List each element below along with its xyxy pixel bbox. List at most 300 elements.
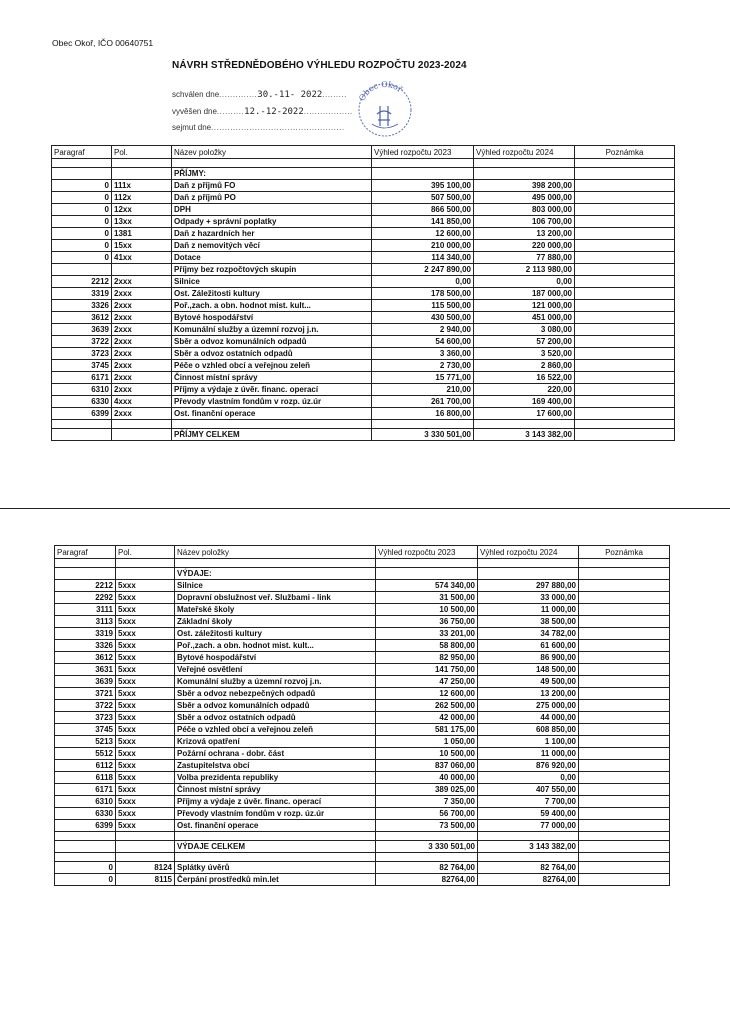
item-name-cell: Komunální služby a územní rozvoj j.n. [175,676,376,688]
note-cell [575,276,675,288]
value-2023-cell: 3 360,00 [372,348,474,360]
paragraf-cell: 3631 [55,664,116,676]
table-row [52,324,675,336]
paragraf-cell: 0 [55,874,116,886]
paragraf-cell: 3745 [52,360,112,372]
income-total-row [52,429,675,441]
note-cell [575,324,675,336]
item-name-cell: Ost. finanční operace [172,408,372,420]
item-name-cell: Mateřské školy [175,604,376,616]
expenses-header-row [55,546,670,559]
value-2023-cell: 2 730,00 [372,360,474,372]
empty-cell [579,832,670,841]
value-2024-cell: 876 920,00 [478,760,579,772]
note-cell [579,604,670,616]
note-cell [575,252,675,264]
table-row [52,168,675,180]
note-cell [579,712,670,724]
pol-cell: 112x [112,192,172,204]
value-2024-cell: 407 550,00 [478,784,579,796]
pol-cell [116,841,175,853]
value-2023-cell: 210,00 [372,384,474,396]
note-cell [579,652,670,664]
paragraf-cell: 3722 [52,336,112,348]
item-name-cell: Ost. Záležitosti kultury [172,288,372,300]
paragraf-cell [55,568,116,580]
item-name-cell: Splátky úvěrů [175,862,376,874]
pol-cell [116,568,175,580]
pol-cell: 2xxx [112,324,172,336]
empty-cell [376,832,478,841]
pol-cell: 5xxx [116,700,175,712]
pol-cell: 2xxx [112,408,172,420]
value-2024-cell: 34 782,00 [478,628,579,640]
value-2024-cell [478,568,579,580]
note-cell [579,580,670,592]
value-2024-cell: 398 200,00 [474,180,575,192]
paragraf-cell: 5512 [55,748,116,760]
value-2023-cell: 42 000,00 [376,712,478,724]
empty-cell [478,559,579,568]
table-row [52,372,675,384]
pol-cell: 5xxx [116,772,175,784]
value-2024-cell: 3 143 382,00 [474,429,575,441]
value-2023-cell: 10 500,00 [376,604,478,616]
value-2023-cell: 114 340,00 [372,252,474,264]
value-2023-cell: 837 060,00 [376,760,478,772]
table-row [55,796,670,808]
spacer-row [55,832,670,841]
table-row [55,748,670,760]
value-2024-cell: 608 850,00 [478,724,579,736]
note-cell [575,372,675,384]
table-row [55,652,670,664]
empty-cell [575,420,675,429]
financing-row [55,874,670,886]
empty-cell [55,832,116,841]
item-name-cell: Poř.,zach. a obn. hodnot mist. kult... [172,300,372,312]
value-2024-cell: 451 000,00 [474,312,575,324]
table-row [55,724,670,736]
value-2024-cell: 275 000,00 [478,700,579,712]
empty-cell [579,559,670,568]
item-name-cell: VÝDAJE: [175,568,376,580]
pol-cell: 5xxx [116,736,175,748]
pol-cell: 2xxx [112,336,172,348]
value-2023-cell: 574 340,00 [376,580,478,592]
value-2024-cell: 86 900,00 [478,652,579,664]
item-name-cell: Příjmy a výdaje z úvěr. financ. operací [172,384,372,396]
table-row [52,312,675,324]
paragraf-cell: 6330 [52,396,112,408]
empty-cell [116,853,175,862]
empty-cell [112,159,172,168]
paragraf-cell: 6399 [52,408,112,420]
item-name-cell: Sběr a odvoz nebezpečných odpadů [175,688,376,700]
value-2024-cell: 7 700,00 [478,796,579,808]
value-2023-cell: 58 800,00 [376,640,478,652]
paragraf-cell: 3319 [55,628,116,640]
table-row [55,640,670,652]
note-cell [579,640,670,652]
paragraf-cell: 3612 [55,652,116,664]
empty-cell [376,853,478,862]
table-row [52,240,675,252]
item-name-cell: Silnice [172,276,372,288]
table-row [52,228,675,240]
paragraf-cell: 3723 [52,348,112,360]
value-2024-cell: 0,00 [474,276,575,288]
value-2023-cell: 82 764,00 [376,862,478,874]
table-row [52,336,675,348]
value-2024-cell: 82 764,00 [478,862,579,874]
item-name-cell: Činnost místní správy [175,784,376,796]
pol-cell: 5xxx [116,676,175,688]
table-row [55,676,670,688]
value-2023-cell: 15 771,00 [372,372,474,384]
empty-cell [55,559,116,568]
table-row [52,216,675,228]
removed-line: sejmut dne................................................. [172,123,345,132]
value-2023-cell: 178 500,00 [372,288,474,300]
value-2023-cell: 33 201,00 [376,628,478,640]
paragraf-cell: 2292 [55,592,116,604]
paragraf-cell [55,841,116,853]
paragraf-cell: 3722 [55,700,116,712]
pol-cell: 2xxx [112,312,172,324]
value-2023-cell: 47 250,00 [376,676,478,688]
expenses-table [54,545,670,886]
organization-label: Obec Okoř, IČO 00640751 [52,38,154,48]
value-2023-cell: 82 950,00 [376,652,478,664]
value-2023-cell: 3 330 501,00 [376,841,478,853]
note-cell [579,841,670,853]
paragraf-cell: 0 [52,240,112,252]
pol-cell: 5xxx [116,724,175,736]
col-paragraf: Paragraf [52,146,112,159]
note-cell [579,784,670,796]
table-row [55,616,670,628]
note-cell [579,820,670,832]
value-2024-cell: 220 000,00 [474,240,575,252]
value-2023-cell: 3 330 501,00 [372,429,474,441]
col-note: Poznámka [579,546,670,559]
item-name-cell: Péče o vzhled obcí a veřejnou zeleň [175,724,376,736]
item-name-cell: PŘÍJMY: [172,168,372,180]
value-2023-cell: 2 247 890,00 [372,264,474,276]
item-name-cell: Příjmy bez rozpočtových skupin [172,264,372,276]
empty-cell [474,159,575,168]
note-cell [579,874,670,886]
value-2024-cell: 3 143 382,00 [478,841,579,853]
value-2024-cell: 16 522,00 [474,372,575,384]
table-row [52,264,675,276]
paragraf-cell: 0 [52,216,112,228]
paragraf-cell: 6330 [55,808,116,820]
spacer-row [52,420,675,429]
empty-cell [175,832,376,841]
value-2023-cell: 56 700,00 [376,808,478,820]
paragraf-cell: 5213 [55,736,116,748]
value-2024-cell: 77 880,00 [474,252,575,264]
table-row [55,784,670,796]
value-2024-cell: 2 113 980,00 [474,264,575,276]
note-cell [575,204,675,216]
table-row [55,760,670,772]
pol-cell: 5xxx [116,592,175,604]
col-name: Název položky [172,146,372,159]
paragraf-cell: 0 [55,862,116,874]
table-row [52,288,675,300]
note-cell [575,300,675,312]
note-cell [579,760,670,772]
value-2023-cell: 581 175,00 [376,724,478,736]
note-cell [575,348,675,360]
table-row [55,688,670,700]
item-name-cell: Volba prezidenta republiky [175,772,376,784]
value-2024-cell: 495 000,00 [474,192,575,204]
note-cell [579,676,670,688]
note-cell [579,748,670,760]
item-name-cell: Sběr a odvoz ostatních odpadů [172,348,372,360]
item-name-cell: Daň z hazardních her [172,228,372,240]
pol-cell: 5xxx [116,664,175,676]
spacer-row [55,559,670,568]
posted-date: 12.-12-2022 [244,107,304,117]
note-cell [579,592,670,604]
item-name-cell: Požární ochrana - dobr. část [175,748,376,760]
col-note: Poznámka [575,146,675,159]
note-cell [579,688,670,700]
value-2023-cell: 115 500,00 [372,300,474,312]
note-cell [575,336,675,348]
note-cell [575,408,675,420]
paragraf-cell: 3319 [52,288,112,300]
item-name-cell: Činnost místní správy [172,372,372,384]
item-name-cell: Ost. záležitosti kultury [175,628,376,640]
note-cell [575,288,675,300]
item-name-cell: Dotace [172,252,372,264]
col-2023: Výhled rozpočtu 2023 [372,146,474,159]
paragraf-cell: 6310 [55,796,116,808]
note-cell [579,616,670,628]
note-cell [575,396,675,408]
value-2024-cell: 33 000,00 [478,592,579,604]
value-2024-cell: 169 400,00 [474,396,575,408]
value-2024-cell: 57 200,00 [474,336,575,348]
empty-cell [474,420,575,429]
value-2023-cell [376,568,478,580]
item-name-cell: Sběr a odvoz komunálních odpadů [172,336,372,348]
pol-cell: 2xxx [112,300,172,312]
paragraf-cell: 2212 [52,276,112,288]
table-row [55,604,670,616]
pol-cell: 5xxx [116,628,175,640]
value-2023-cell: 389 025,00 [376,784,478,796]
paragraf-cell: 3111 [55,604,116,616]
item-name-cell: Ost. finanční operace [175,820,376,832]
paragraf-cell [52,264,112,276]
item-name-cell: Komunální služby a územní rozvoj j.n. [172,324,372,336]
empty-cell [478,832,579,841]
value-2024-cell: 106 700,00 [474,216,575,228]
value-2023-cell: 12 600,00 [372,228,474,240]
pol-cell [112,168,172,180]
col-2023: Výhled rozpočtu 2023 [376,546,478,559]
value-2024-cell [474,168,575,180]
item-name-cell: Dopravní obslužnost veř. Službami - link [175,592,376,604]
note-cell [579,724,670,736]
item-name-cell: Bytové hospodářství [172,312,372,324]
value-2023-cell: 0,00 [372,276,474,288]
income-table [51,145,675,441]
value-2024-cell: 11 000,00 [478,604,579,616]
note-cell [575,180,675,192]
item-name-cell: Daň z příjmů PO [172,192,372,204]
table-row [55,712,670,724]
table-row [55,592,670,604]
approved-line: schválen dne..............30.-11- 2022......... [172,90,347,100]
value-2024-cell: 3 080,00 [474,324,575,336]
paragraf-cell: 0 [52,192,112,204]
removed-label: sejmut dne [172,123,212,132]
note-cell [575,216,675,228]
table-row [55,772,670,784]
income-header-row [52,146,675,159]
col-pol: Pol. [112,146,172,159]
note-cell [575,360,675,372]
value-2023-cell: 12 600,00 [376,688,478,700]
value-2024-cell: 121 000,00 [474,300,575,312]
col-paragraf: Paragraf [55,546,116,559]
pol-cell: 4xxx [112,396,172,408]
item-name-cell: Daň z příjmů FO [172,180,372,192]
paragraf-cell: 3326 [52,300,112,312]
paragraf-cell: 3612 [52,312,112,324]
pol-cell: 5xxx [116,688,175,700]
paragraf-cell: 6399 [55,820,116,832]
table-row [55,820,670,832]
value-2023-cell: 36 750,00 [376,616,478,628]
value-2023-cell: 261 700,00 [372,396,474,408]
pol-cell: 5xxx [116,580,175,592]
pol-cell: 2xxx [112,384,172,396]
pol-cell [112,264,172,276]
value-2024-cell: 77 000,00 [478,820,579,832]
note-cell [575,429,675,441]
value-2023-cell: 7 350,00 [376,796,478,808]
pol-cell: 8124 [116,862,175,874]
value-2023-cell: 31 500,00 [376,592,478,604]
value-2024-cell: 13 200,00 [474,228,575,240]
note-cell [575,228,675,240]
col-name: Název položky [175,546,376,559]
value-2023-cell: 430 500,00 [372,312,474,324]
empty-cell [175,559,376,568]
value-2024-cell: 187 000,00 [474,288,575,300]
value-2023-cell: 54 600,00 [372,336,474,348]
empty-cell [175,853,376,862]
col-pol: Pol. [116,546,175,559]
pol-cell: 8115 [116,874,175,886]
empty-cell [55,853,116,862]
value-2023-cell: 16 800,00 [372,408,474,420]
table-row [52,408,675,420]
value-2024-cell: 148 500,00 [478,664,579,676]
paragraf-cell: 3723 [55,712,116,724]
value-2024-cell: 3 520,00 [474,348,575,360]
note-cell [579,862,670,874]
value-2024-cell: 44 000,00 [478,712,579,724]
table-row [52,348,675,360]
note-cell [579,700,670,712]
value-2024-cell: 0,00 [478,772,579,784]
expenses-total-row [55,841,670,853]
value-2023-cell [372,168,474,180]
pol-cell: 12xx [112,204,172,216]
col-2024: Výhled rozpočtu 2024 [474,146,575,159]
paragraf-cell: 3639 [55,676,116,688]
pol-cell: 5xxx [116,820,175,832]
value-2023-cell: 141 850,00 [372,216,474,228]
empty-cell [172,420,372,429]
section-divider [0,508,730,509]
spacer-row [52,159,675,168]
item-name-cell: Základní školy [175,616,376,628]
item-name-cell: Převody vlastním fondům v rozp. úz.úr [172,396,372,408]
pol-cell: 5xxx [116,796,175,808]
paragraf-cell: 6118 [55,772,116,784]
paragraf-cell: 3113 [55,616,116,628]
pol-cell: 111x [112,180,172,192]
pol-cell: 2xxx [112,360,172,372]
table-row [55,736,670,748]
item-name-cell: Veřejné osvětlení [175,664,376,676]
paragraf-cell: 2212 [55,580,116,592]
municipal-stamp-icon [350,80,420,140]
paragraf-cell: 3745 [55,724,116,736]
value-2024-cell: 220,00 [474,384,575,396]
table-row [52,360,675,372]
pol-cell: 5xxx [116,760,175,772]
pol-cell: 5xxx [116,604,175,616]
value-2024-cell: 1 100,00 [478,736,579,748]
item-name-cell: VÝDAJE CELKEM [175,841,376,853]
value-2023-cell: 2 940,00 [372,324,474,336]
approved-label: schválen dne [172,90,220,99]
note-cell [579,664,670,676]
paragraf-cell: 0 [52,204,112,216]
spacer-row [55,853,670,862]
value-2024-cell: 297 880,00 [478,580,579,592]
value-2024-cell: 803 000,00 [474,204,575,216]
item-name-cell: Odpady + správní poplatky [172,216,372,228]
empty-cell [52,159,112,168]
paragraf-cell: 6171 [55,784,116,796]
note-cell [575,168,675,180]
value-2023-cell: 141 750,00 [376,664,478,676]
empty-cell [52,420,112,429]
value-2024-cell: 17 600,00 [474,408,575,420]
value-2023-cell: 10 500,00 [376,748,478,760]
item-name-cell: Daň z nemovitých věcí [172,240,372,252]
pol-cell: 5xxx [116,712,175,724]
value-2024-cell: 13 200,00 [478,688,579,700]
value-2023-cell: 73 500,00 [376,820,478,832]
pol-cell: 5xxx [116,640,175,652]
paragraf-cell: 3721 [55,688,116,700]
svg-text:Obec Okoř: Obec Okoř [357,80,405,103]
